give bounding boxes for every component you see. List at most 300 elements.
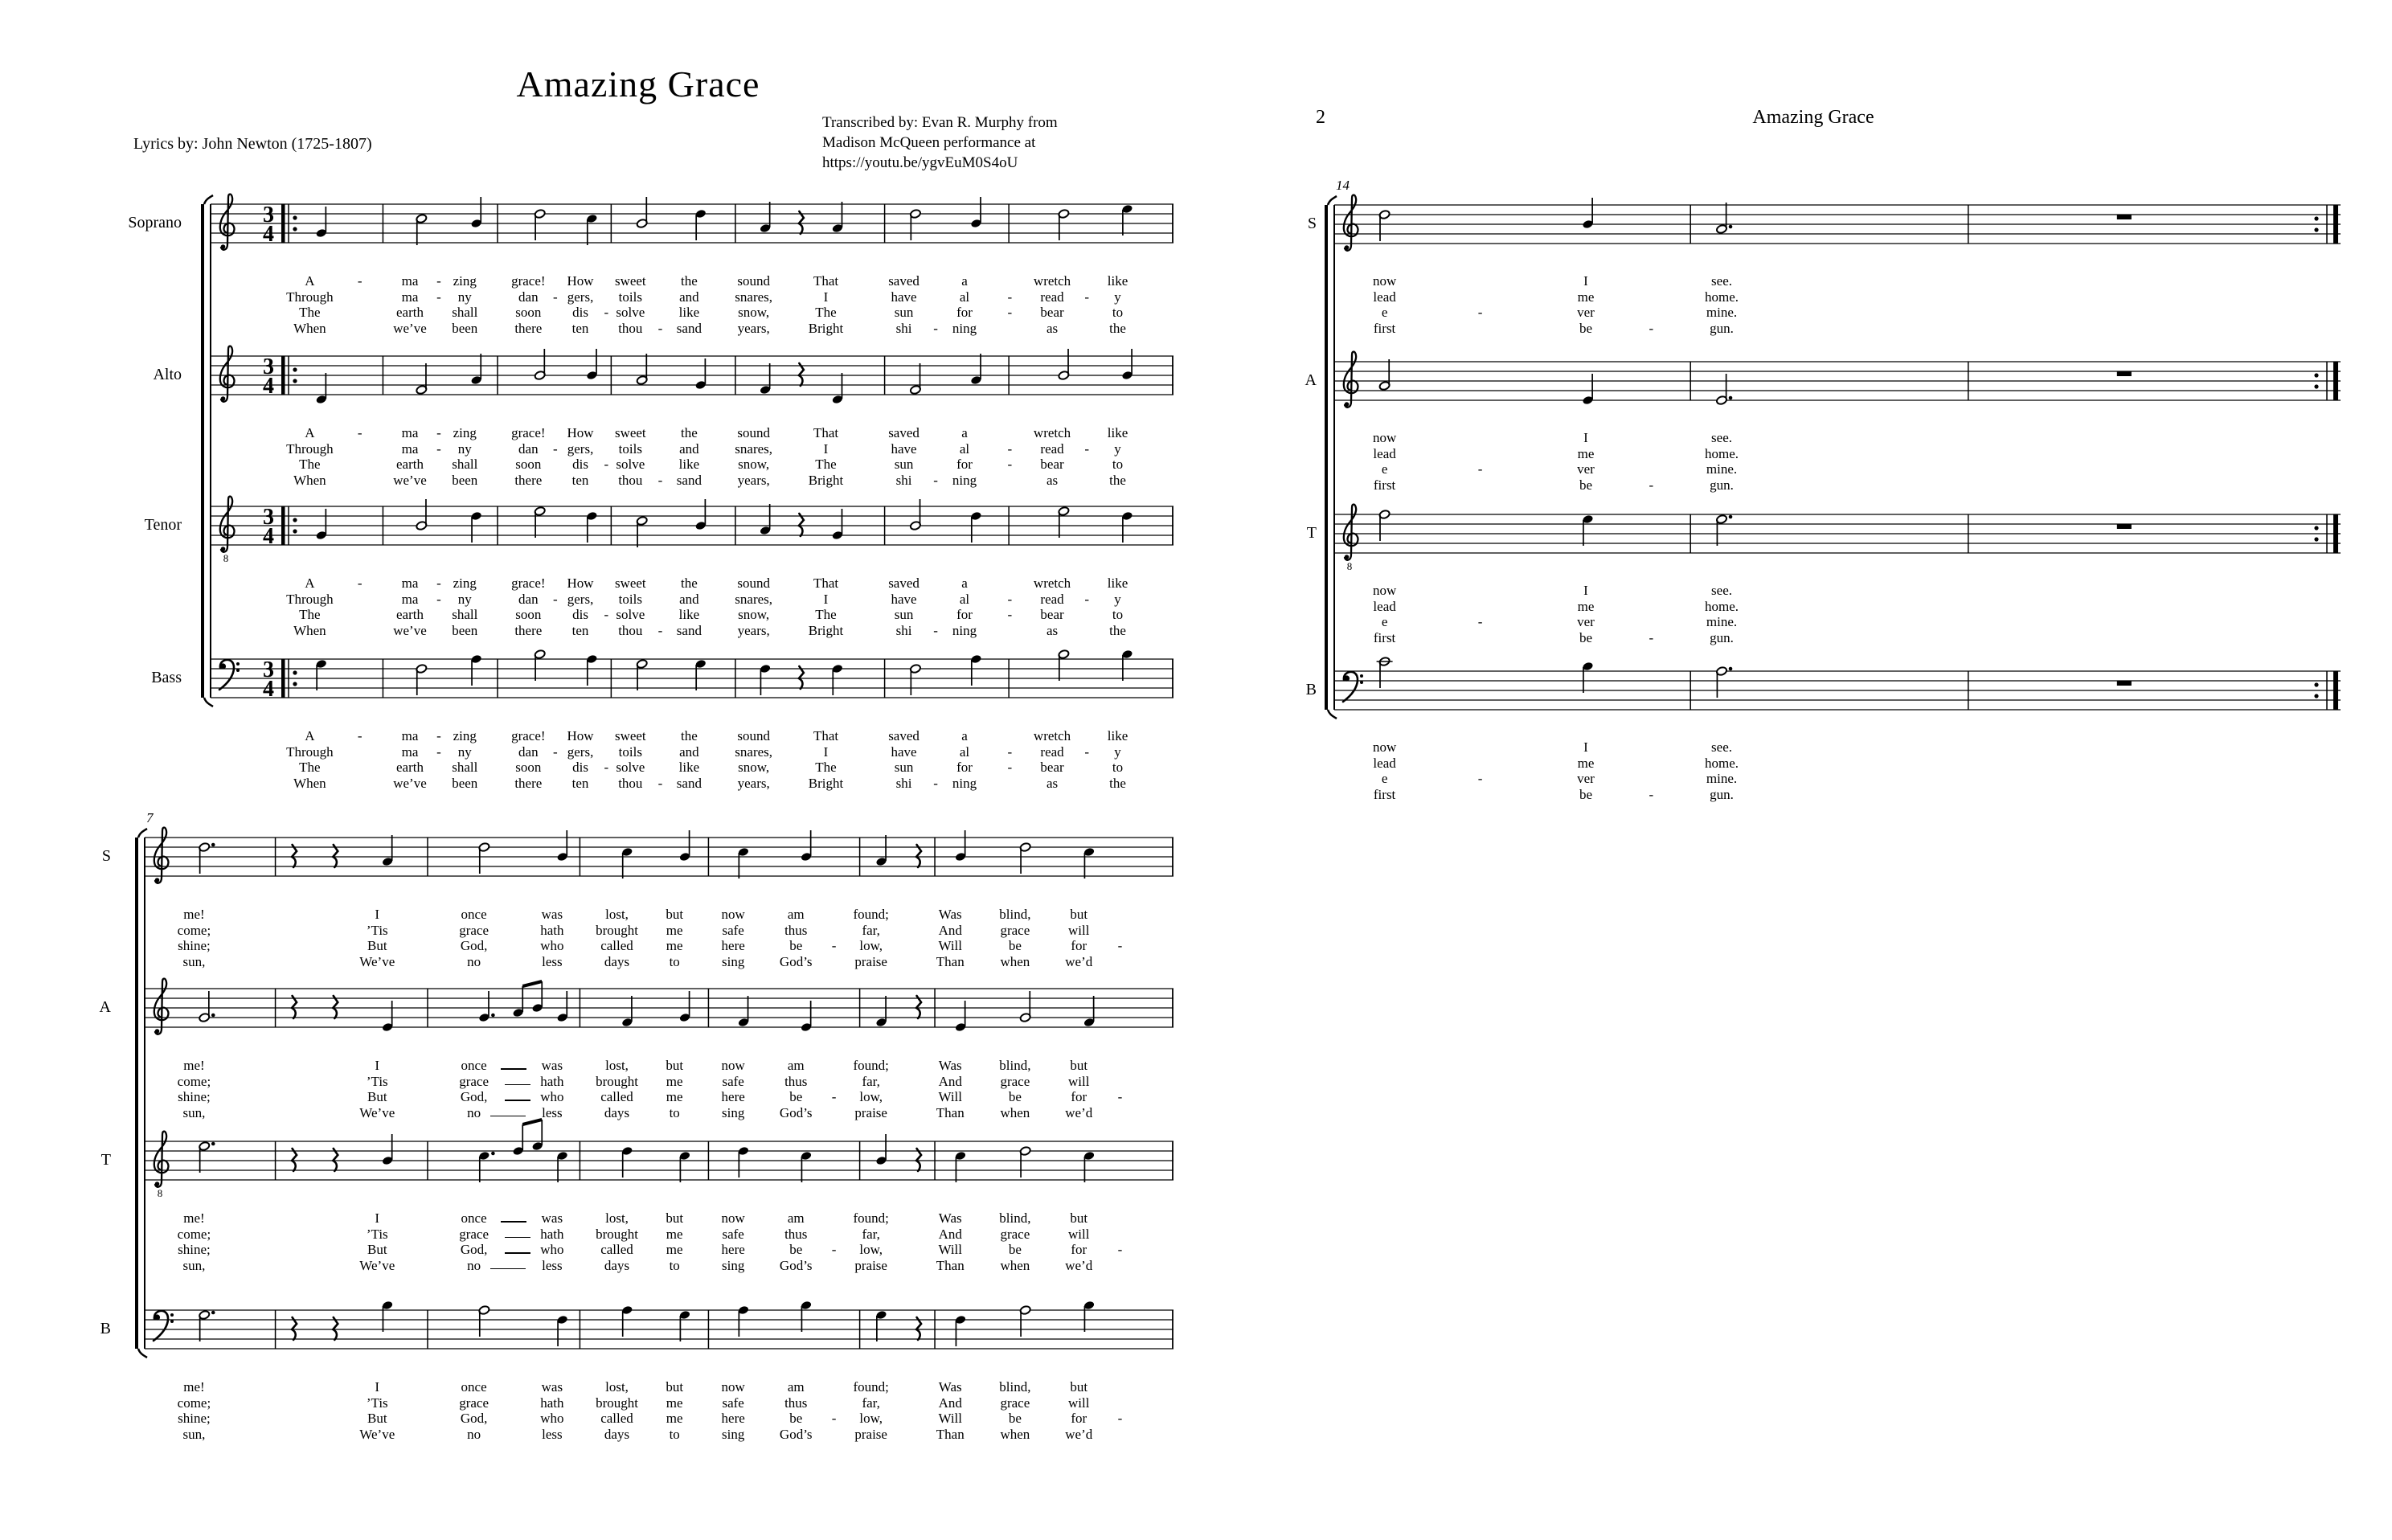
lyric-syllable: will bbox=[1068, 1073, 1090, 1089]
lyric-syllable: dan bbox=[518, 440, 539, 457]
lyric-syllable: there bbox=[514, 472, 543, 488]
lyric-syllable: come; bbox=[177, 922, 211, 938]
lyric-syllable: soon bbox=[515, 305, 542, 320]
lyric-hyphen: - bbox=[436, 289, 441, 305]
lyric-syllable: home. bbox=[1705, 755, 1739, 771]
lyric-syllable: once bbox=[461, 1058, 487, 1073]
lyric-syllable: God, bbox=[460, 938, 488, 953]
lyric-syllable: ’Tis bbox=[366, 1395, 388, 1411]
lyric-syllable: A bbox=[305, 425, 315, 440]
lyric-syllable: al bbox=[959, 591, 970, 607]
lyric-syllable: ’Tis bbox=[366, 1226, 388, 1242]
begin-repeat-barline bbox=[281, 204, 285, 243]
voice-label-b: B bbox=[100, 1320, 111, 1337]
lyric-syllable: been bbox=[452, 775, 478, 791]
lyric-syllable: years, bbox=[737, 622, 770, 638]
lyric-syllable: zing bbox=[453, 728, 477, 743]
lyric-syllable: bear bbox=[1040, 607, 1064, 622]
lyric-syllable: am bbox=[787, 1058, 805, 1073]
quarter-rest-icon bbox=[292, 1149, 297, 1171]
lyric-syllable: have bbox=[891, 591, 917, 607]
lyric-syllable: the bbox=[681, 728, 698, 743]
lyric-syllable: Than bbox=[936, 1426, 965, 1442]
a-staff-page2-system bbox=[1334, 325, 2345, 445]
octave-8-mark: 8 bbox=[1346, 560, 1353, 572]
lyric-syllable: no bbox=[467, 1104, 481, 1120]
lyric-syllable: snares, bbox=[735, 743, 773, 760]
lyric-syllable: We’ve bbox=[359, 953, 395, 969]
lyric-syllable: now bbox=[1372, 430, 1397, 445]
voice-label-a: A bbox=[99, 998, 111, 1016]
lyric-syllable: dis bbox=[572, 457, 588, 472]
lyric-syllable: once bbox=[461, 907, 487, 922]
lyric-syllable: ’Tis bbox=[366, 922, 388, 938]
lyric-syllable: have bbox=[891, 289, 917, 305]
lyric-syllable: hath bbox=[540, 1073, 564, 1089]
lyric-syllable: we’d bbox=[1065, 953, 1093, 969]
quarter-rest-icon bbox=[799, 666, 804, 689]
lyric-syllable: years, bbox=[737, 472, 770, 488]
lyric-syllable: and bbox=[679, 289, 699, 305]
lyric-syllable: Was bbox=[938, 907, 962, 922]
lyric-syllable: bear bbox=[1040, 760, 1064, 775]
lyric-syllable: But bbox=[367, 1411, 387, 1426]
lyric-syllable: lead bbox=[1373, 598, 1396, 614]
lyric-hyphen: - bbox=[553, 440, 558, 457]
lyric-hyphen: - bbox=[553, 591, 558, 607]
lyric-syllable: am bbox=[787, 1379, 805, 1395]
lyric-syllable: the bbox=[1109, 472, 1126, 488]
s-staff-page2-system bbox=[1334, 168, 2345, 289]
lyrics-b-system-2 bbox=[145, 1379, 1173, 1445]
lyric-syllable: toils bbox=[618, 289, 642, 305]
lyric-syllable: ning bbox=[952, 320, 977, 336]
quarter-rest-icon bbox=[916, 996, 921, 1018]
lyric-syllable: hath bbox=[540, 1395, 564, 1411]
lyric-syllable: A bbox=[305, 575, 315, 591]
whole-rest-icon bbox=[2117, 681, 2132, 686]
lyric-syllable: But bbox=[367, 1242, 387, 1257]
treble-clef-icon bbox=[220, 497, 235, 552]
lyric-syllable: we’ve bbox=[393, 320, 427, 336]
lyric-hyphen: - bbox=[1117, 938, 1123, 953]
lyric-syllable: sun, bbox=[182, 1104, 206, 1120]
lyric-syllable: Through bbox=[286, 743, 334, 760]
lyric-syllable: God, bbox=[460, 1089, 488, 1104]
lyric-syllable: now bbox=[721, 907, 745, 922]
lyric-syllable: dan bbox=[518, 289, 539, 305]
lyric-syllable: ver bbox=[1577, 614, 1595, 629]
lyric-syllable: mine. bbox=[1706, 771, 1738, 786]
lyric-syllable: The bbox=[299, 607, 321, 622]
lyric-syllable: sand bbox=[676, 775, 702, 791]
lyric-syllable: brought bbox=[596, 922, 638, 938]
voice-label-tenor: Tenor bbox=[144, 516, 182, 534]
lyric-syllable: solve bbox=[616, 457, 645, 472]
lyric-syllable: But bbox=[367, 1089, 387, 1104]
lyric-hyphen: - bbox=[1477, 305, 1483, 320]
end-repeat-barline bbox=[2333, 671, 2338, 710]
lyric-syllable: dis bbox=[572, 607, 588, 622]
lyric-syllable: Was bbox=[938, 1379, 962, 1395]
quarter-rest-icon bbox=[292, 996, 297, 1018]
lyric-syllable: to bbox=[1112, 457, 1124, 472]
lyric-hyphen: - bbox=[604, 760, 609, 775]
lyric-syllable: solve bbox=[616, 607, 645, 622]
lyric-hyphen: - bbox=[1477, 461, 1483, 477]
lyric-syllable: sun, bbox=[182, 1426, 206, 1442]
lyric-syllable: blind, bbox=[999, 1210, 1031, 1226]
time-signature-numerator: 3 bbox=[263, 505, 274, 530]
lyric-syllable: there bbox=[514, 775, 543, 791]
lyric-syllable: for bbox=[1071, 1089, 1087, 1104]
tenor-staff-system-1 bbox=[211, 469, 1178, 590]
lyric-syllable: far, bbox=[862, 1226, 880, 1242]
treble-clef-icon bbox=[1344, 352, 1358, 408]
lyric-syllable: ten bbox=[571, 775, 589, 791]
lyric-syllable: but bbox=[1070, 907, 1088, 922]
page-title: Amazing Grace bbox=[516, 63, 760, 104]
quarter-rest-icon bbox=[916, 1149, 921, 1171]
lyric-syllable: ver bbox=[1577, 461, 1595, 477]
treble-clef-icon bbox=[220, 195, 235, 250]
lyric-hyphen: - bbox=[1117, 1242, 1123, 1257]
lyric-syllable: wretch bbox=[1033, 728, 1071, 743]
lyric-syllable: ver bbox=[1577, 305, 1595, 320]
lyric-syllable: sing bbox=[721, 953, 745, 969]
lyric-syllable: ny bbox=[457, 591, 472, 607]
lyrics-b-page2-system bbox=[1334, 739, 2341, 805]
lyric-syllable: shall bbox=[452, 760, 478, 775]
lyrics-bass-system-1 bbox=[211, 728, 1173, 794]
voice-label-s: S bbox=[1307, 215, 1317, 232]
lyric-hyphen: - bbox=[933, 622, 938, 638]
lyric-syllable: When bbox=[293, 320, 326, 336]
lyric-syllable: ning bbox=[952, 775, 977, 791]
quarter-rest-icon bbox=[799, 211, 804, 234]
lyric-extender bbox=[490, 1268, 526, 1270]
lyric-syllable: thus bbox=[784, 1395, 808, 1411]
lyric-syllable: sun bbox=[894, 305, 914, 320]
lyric-syllable: A bbox=[305, 728, 315, 743]
lyric-syllable: we’ve bbox=[393, 622, 427, 638]
transcription-line: Transcribed by: Evan R. Murphy from bbox=[822, 114, 1058, 131]
lyric-syllable: The bbox=[299, 305, 321, 320]
lyric-syllable: thou bbox=[618, 472, 643, 488]
lyric-syllable: sun, bbox=[182, 953, 206, 969]
lyric-syllable: safe bbox=[722, 1226, 744, 1242]
lyric-syllable: sun bbox=[894, 760, 914, 775]
lyric-syllable: now bbox=[1372, 273, 1397, 289]
lyric-syllable: grace bbox=[1000, 1226, 1030, 1242]
lyric-syllable: The bbox=[815, 607, 837, 622]
quarter-rest-icon bbox=[333, 1317, 338, 1340]
lyric-syllable: soon bbox=[515, 457, 542, 472]
lyric-syllable: no bbox=[467, 1257, 481, 1273]
lyric-syllable: me bbox=[1577, 445, 1595, 461]
lyric-hyphen: - bbox=[933, 472, 938, 488]
lyric-syllable: as bbox=[1046, 622, 1059, 638]
alto-staff-system-1 bbox=[211, 319, 1178, 440]
lyric-hyphen: - bbox=[436, 728, 441, 743]
lyric-syllable: will bbox=[1068, 1395, 1090, 1411]
lyric-syllable: for bbox=[1071, 1411, 1087, 1426]
lyric-extender bbox=[501, 1068, 526, 1070]
lyric-syllable: ’Tis bbox=[366, 1073, 388, 1089]
lyric-extender bbox=[505, 1237, 530, 1239]
lyric-syllable: shine; bbox=[178, 1242, 211, 1257]
a-staff-system-2 bbox=[145, 952, 1178, 1072]
lyric-syllable: thus bbox=[784, 1073, 808, 1089]
lyric-syllable: me bbox=[666, 1411, 683, 1426]
lyric-syllable: low, bbox=[859, 1411, 883, 1426]
lyric-syllable: me bbox=[666, 1089, 683, 1104]
lyric-hyphen: - bbox=[1649, 629, 1654, 645]
lyric-syllable: been bbox=[452, 622, 478, 638]
lyric-syllable: e bbox=[1381, 461, 1388, 477]
lyric-syllable: we’d bbox=[1065, 1257, 1093, 1273]
lyric-syllable: like bbox=[678, 457, 700, 472]
lyric-syllable: been bbox=[452, 472, 478, 488]
lyric-syllable: am bbox=[787, 907, 805, 922]
lyric-syllable: here bbox=[721, 1411, 745, 1426]
lyric-syllable: lost, bbox=[605, 1210, 629, 1226]
bass-staff-system-1 bbox=[211, 622, 1178, 743]
lyric-syllable: to bbox=[669, 1104, 680, 1120]
lyric-syllable: Through bbox=[286, 440, 334, 457]
lyric-syllable: there bbox=[514, 320, 543, 336]
lyric-syllable: the bbox=[1109, 320, 1126, 336]
lyric-syllable: dan bbox=[518, 591, 539, 607]
lyric-syllable: ten bbox=[571, 320, 589, 336]
lyric-syllable: al bbox=[959, 743, 970, 760]
lyric-syllable: zing bbox=[453, 273, 477, 289]
lyric-syllable: to bbox=[669, 1426, 680, 1442]
lyric-syllable: like bbox=[1107, 728, 1128, 743]
lyric-syllable: years, bbox=[737, 320, 770, 336]
lyric-syllable: lead bbox=[1373, 755, 1396, 771]
lyric-hyphen: - bbox=[1007, 743, 1013, 760]
lyric-syllable: and bbox=[679, 743, 699, 760]
augmentation-dot bbox=[1729, 396, 1733, 400]
lyric-syllable: The bbox=[299, 457, 321, 472]
lyric-syllable: A bbox=[305, 273, 315, 289]
lyric-syllable: That bbox=[813, 575, 839, 591]
quarter-rest-icon bbox=[333, 996, 338, 1018]
lyric-syllable: low, bbox=[859, 1242, 883, 1257]
lyric-syllable: hath bbox=[540, 1226, 564, 1242]
lyric-syllable: I bbox=[1583, 739, 1588, 755]
lyrics-t-system-2 bbox=[145, 1210, 1173, 1276]
lyric-syllable: I bbox=[823, 289, 829, 305]
lyric-syllable: wretch bbox=[1033, 575, 1071, 591]
lyric-syllable: for bbox=[956, 305, 973, 320]
lyric-syllable: ma bbox=[401, 743, 419, 760]
lyric-syllable: ma bbox=[401, 440, 419, 457]
lyric-syllable: toils bbox=[618, 743, 642, 760]
lyric-syllable: but bbox=[666, 907, 684, 922]
lyric-syllable: I bbox=[375, 1058, 380, 1073]
voice-label-bass: Bass bbox=[151, 669, 182, 686]
lyric-syllable: thou bbox=[618, 775, 643, 791]
lyric-syllable: to bbox=[669, 953, 680, 969]
lyric-syllable: gers, bbox=[567, 591, 594, 607]
lyric-syllable: I bbox=[1583, 583, 1588, 598]
lyric-syllable: found; bbox=[853, 1379, 889, 1395]
time-signature-numerator: 3 bbox=[263, 354, 274, 379]
t-staff-page2-system bbox=[1334, 477, 2345, 598]
lyric-syllable: a bbox=[961, 425, 968, 440]
lyric-syllable: when bbox=[1000, 1426, 1030, 1442]
lyric-hyphen: - bbox=[1477, 771, 1483, 786]
lyric-syllable: sound bbox=[737, 575, 770, 591]
lyric-syllable: the bbox=[681, 425, 698, 440]
lyric-hyphen: - bbox=[1084, 440, 1090, 457]
lyric-syllable: here bbox=[721, 1242, 745, 1257]
lyric-syllable: grace bbox=[1000, 1395, 1030, 1411]
lyric-syllable: How bbox=[567, 425, 594, 440]
lyric-hyphen: - bbox=[657, 775, 663, 791]
lyric-syllable: far, bbox=[862, 922, 880, 938]
lyric-syllable: dis bbox=[572, 760, 588, 775]
time-signature-denominator: 4 bbox=[263, 677, 274, 702]
lyric-syllable: I bbox=[375, 1379, 380, 1395]
lyric-syllable: me bbox=[1577, 755, 1595, 771]
lyric-syllable: called bbox=[600, 938, 633, 953]
lyric-syllable: less bbox=[542, 1426, 563, 1442]
lyric-syllable: sound bbox=[737, 728, 770, 743]
lyric-syllable: like bbox=[1107, 425, 1128, 440]
lyric-syllable: far, bbox=[862, 1395, 880, 1411]
augmentation-dot bbox=[1729, 515, 1733, 519]
treble-clef-icon bbox=[154, 828, 169, 883]
lyric-syllable: blind, bbox=[999, 907, 1031, 922]
lyric-syllable: and bbox=[679, 440, 699, 457]
lyric-syllable: praise bbox=[854, 1104, 887, 1120]
lyric-syllable: me bbox=[1577, 289, 1595, 305]
quarter-rest-icon bbox=[799, 514, 804, 536]
quarter-rest-icon bbox=[916, 845, 921, 867]
voice-label-soprano: Soprano bbox=[128, 214, 182, 231]
voice-label-alto: Alto bbox=[153, 366, 182, 383]
lyric-syllable: soon bbox=[515, 760, 542, 775]
lyric-hyphen: - bbox=[553, 743, 558, 760]
lyric-hyphen: - bbox=[357, 425, 362, 440]
lyric-hyphen: - bbox=[604, 457, 609, 472]
voice-label-t: T bbox=[100, 1151, 111, 1169]
lyric-syllable: first bbox=[1373, 629, 1396, 645]
lyric-syllable: the bbox=[681, 273, 698, 289]
lyric-syllable: grace bbox=[459, 1395, 489, 1411]
lyric-hyphen: - bbox=[1649, 320, 1654, 336]
measure-number: 7 bbox=[146, 810, 154, 825]
lyric-syllable: will bbox=[1068, 1226, 1090, 1242]
lyric-syllable: be bbox=[1008, 1242, 1022, 1257]
lyric-syllable: Will bbox=[938, 1411, 963, 1426]
lyric-syllable: read bbox=[1040, 440, 1064, 457]
lyric-syllable: The bbox=[815, 305, 837, 320]
whole-rest-icon bbox=[2117, 215, 2132, 219]
lyric-syllable: earth bbox=[395, 457, 424, 472]
lyric-syllable: sweet bbox=[614, 575, 646, 591]
lyric-syllable: mine. bbox=[1706, 614, 1738, 629]
lyric-hyphen: - bbox=[604, 607, 609, 622]
lyric-syllable: gun. bbox=[1710, 477, 1734, 493]
lyric-hyphen: - bbox=[831, 1411, 837, 1426]
lyric-syllable: me! bbox=[183, 907, 205, 922]
lyric-syllable: me! bbox=[183, 1210, 205, 1226]
lyric-syllable: wretch bbox=[1033, 273, 1071, 289]
lyric-syllable: I bbox=[375, 1210, 380, 1226]
lyric-syllable: saved bbox=[888, 273, 920, 289]
lyric-syllable: blind, bbox=[999, 1379, 1031, 1395]
lyric-syllable: solve bbox=[616, 305, 645, 320]
treble-clef-icon bbox=[220, 346, 235, 402]
lyric-syllable: me bbox=[666, 922, 683, 938]
lyric-syllable: come; bbox=[177, 1226, 211, 1242]
lyric-hyphen: - bbox=[604, 305, 609, 320]
lyric-syllable: snow, bbox=[738, 457, 770, 472]
lyric-syllable: grace! bbox=[511, 728, 546, 743]
lyric-syllable: sing bbox=[721, 1426, 745, 1442]
lyric-syllable: first bbox=[1373, 477, 1396, 493]
lyric-syllable: ma bbox=[401, 591, 419, 607]
lyric-hyphen: - bbox=[436, 575, 441, 591]
lyric-syllable: God’s bbox=[779, 953, 813, 969]
lyric-syllable: God, bbox=[460, 1411, 488, 1426]
lyric-syllable: see. bbox=[1711, 739, 1732, 755]
lyric-syllable: grace! bbox=[511, 425, 546, 440]
lyric-syllable: Was bbox=[938, 1210, 962, 1226]
time-signature-denominator: 4 bbox=[263, 524, 274, 549]
lyric-syllable: brought bbox=[596, 1226, 638, 1242]
lyric-syllable: zing bbox=[453, 575, 477, 591]
lyric-syllable: ma bbox=[401, 575, 419, 591]
lyric-syllable: God’s bbox=[779, 1104, 813, 1120]
lyric-syllable: when bbox=[1000, 953, 1030, 969]
lyric-syllable: gers, bbox=[567, 440, 594, 457]
lyric-syllable: now bbox=[721, 1058, 745, 1073]
lyric-hyphen: - bbox=[831, 1242, 837, 1257]
lyric-syllable: sweet bbox=[614, 425, 646, 440]
lyric-hyphen: - bbox=[831, 1089, 837, 1104]
lyric-hyphen: - bbox=[436, 440, 441, 457]
lyric-syllable: gun. bbox=[1710, 629, 1734, 645]
lyric-syllable: was bbox=[541, 1379, 563, 1395]
lyric-hyphen: - bbox=[1649, 786, 1654, 802]
lyric-syllable: sound bbox=[737, 273, 770, 289]
lyric-hyphen: - bbox=[933, 775, 938, 791]
lyric-syllable: mine. bbox=[1706, 461, 1738, 477]
lyric-syllable: a bbox=[961, 575, 968, 591]
lyric-syllable: have bbox=[891, 440, 917, 457]
lyric-syllable: God’s bbox=[779, 1257, 813, 1273]
lyric-syllable: shall bbox=[452, 607, 478, 622]
lyric-hyphen: - bbox=[357, 728, 362, 743]
lyric-syllable: grace bbox=[459, 1073, 489, 1089]
lyric-syllable: for bbox=[956, 457, 973, 472]
lyric-syllable: no bbox=[467, 1426, 481, 1442]
time-signature-numerator: 3 bbox=[263, 203, 274, 227]
lyric-syllable: be bbox=[1008, 938, 1022, 953]
lyric-syllable: like bbox=[678, 760, 700, 775]
lyric-syllable: snow, bbox=[738, 760, 770, 775]
lyric-syllable: found; bbox=[853, 907, 889, 922]
lyric-hyphen: - bbox=[436, 273, 441, 289]
transcription-line: https://youtu.be/ygvEuM0S4oU bbox=[822, 154, 1018, 171]
lyric-syllable: see. bbox=[1711, 430, 1732, 445]
lyric-syllable: low, bbox=[859, 1089, 883, 1104]
